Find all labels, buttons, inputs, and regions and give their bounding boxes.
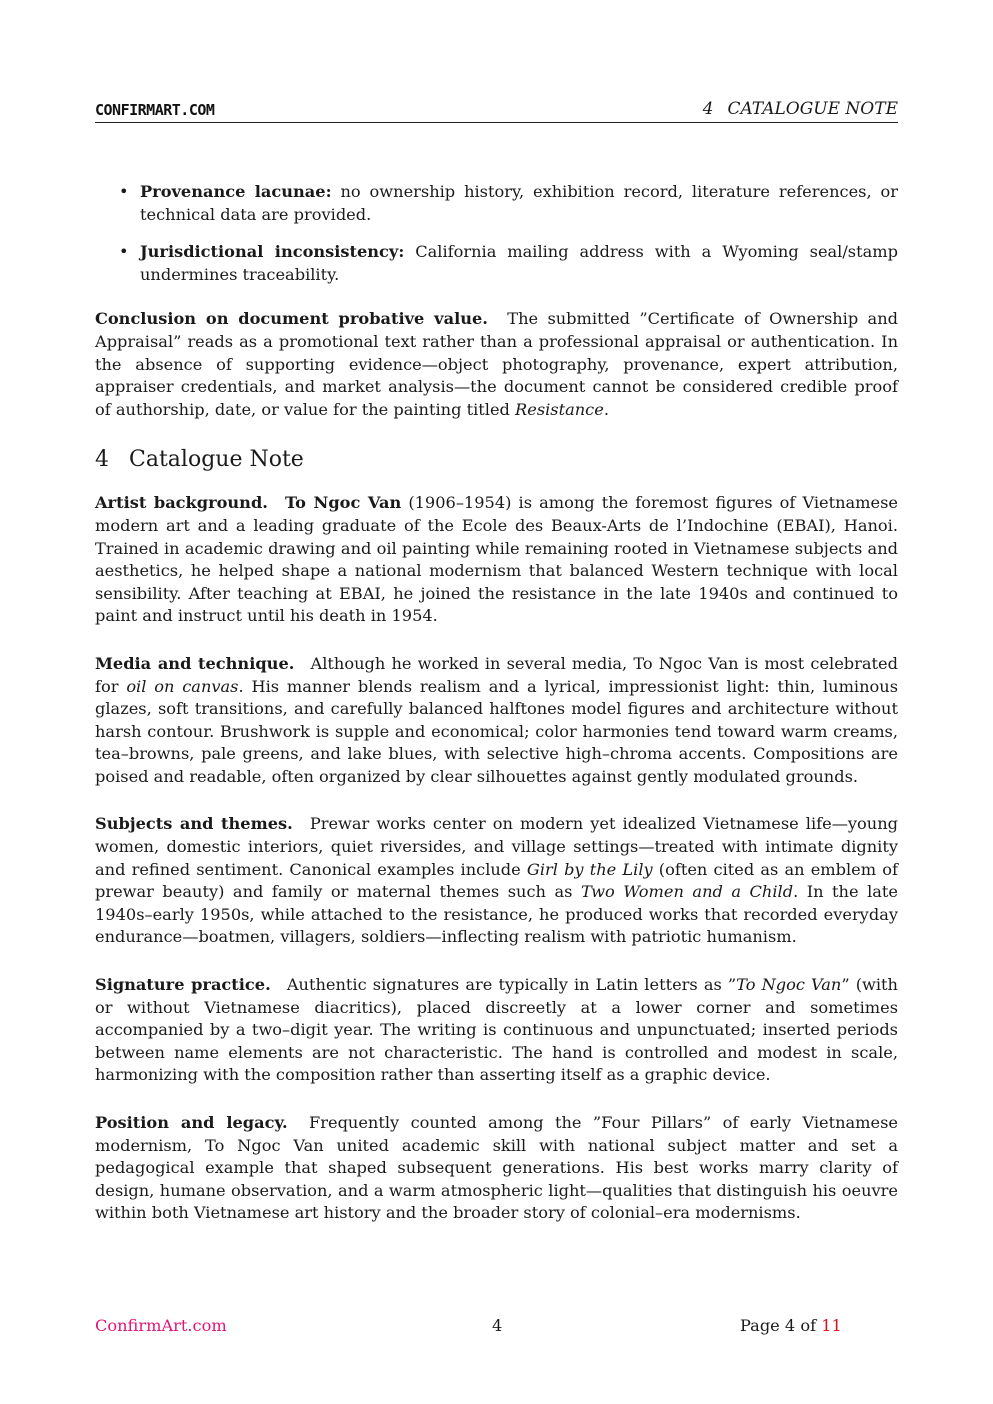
- signature-example: To Ngoc Van: [736, 975, 842, 995]
- list-item: [95, 181, 898, 226]
- paragraph-text: (1906–1954) is among the foremost figures of Vietnamese modern art and a leading graduate of the Ecole des Beaux-Arts de l’Indochine (EBAI), Hanoi. Trained in academic drawing and oil painting while remaining rooted in Vietnamese subjects and aesthetics, he helped shape a national modernism that balanced Western technique with local sensibility. After teaching at EBAI, he joined the resistance in the late 1940s and continued to paint and instruct until his death in 1954.: [95, 493, 899, 626]
- paragraph-heading: Subjects and themes.: [95, 814, 293, 834]
- footer-page-count: [740, 1316, 842, 1335]
- paragraph-text: Authentic signatures are typically in Latin letters as ”: [286, 975, 737, 995]
- bullet-text: California mailing address with a Wyoming seal/stamp undermines traceability.: [140, 242, 898, 284]
- running-head-title: CATALOGUE NOTE: [727, 99, 898, 119]
- running-head-number: 4: [702, 99, 714, 119]
- section-title: Catalogue Note: [129, 447, 304, 473]
- subjects-paragraph: [95, 813, 898, 949]
- body-text: [95, 181, 898, 1250]
- medium-term: oil on canvas: [126, 676, 239, 696]
- paragraph-text: Although he worked in several media, To Ngoc Van is most celebrated for: [95, 653, 898, 696]
- paragraph-text: . His manner blends realism and a lyrical, impressionist light: thin, luminous glazes, soft transitions, and carefully balanced halftones model figures and architecture without harsh contour. Brushwork is supple and economical; color harmonies tend toward warm creams, tea–browns, pale greens, and lake blues, with selective high–chroma accents. Compositions are poised and readable, often organized by clear silhouettes against gently modulated grounds.: [95, 676, 898, 786]
- paragraph-heading: Signature practice.: [95, 975, 271, 995]
- footer-page-number: 4: [492, 1316, 503, 1335]
- paragraph-heading: Position and legacy.: [95, 1113, 288, 1132]
- page-header: [95, 98, 898, 123]
- page-count-prefix: Page 4 of: [740, 1316, 822, 1335]
- paragraph-heading: Artist background.: [95, 493, 268, 513]
- media-paragraph: [95, 653, 898, 789]
- paragraph-text: Prewar works center on modern yet idealized Vietnamese life—young women, domestic interiors, quiet riversides, and village settings—treated with intimate dignity and refined sentiment. Canonical examples include: [95, 814, 898, 879]
- paragraph-text: The submitted ”Certificate of Ownership and Appraisal” reads as a promotional text rather than a professional appraisal or authentication. In the absence of supporting evidence—object photography, provenance, expert attribution, appraiser credentials, and market analysis—the document cannot be considered credible proof of authorship, date, or value for the painting titled: [95, 309, 899, 419]
- section-number: 4: [95, 447, 109, 473]
- artist-background-paragraph: [95, 492, 898, 628]
- paragraph-text: ” (with or without Vietnamese diacritics), placed discreetly at a lower corner and sometimes accompanied by a two–digit year. The writing is continuous and unpunctuated; inserted periods between name elements are not characteristic. The hand is controlled and modest in scale, harmonizing with the composition rather than asserting itself as a graphic device.: [95, 975, 898, 1085]
- artwork-title: Girl by the Lily: [526, 859, 653, 879]
- total-pages-link[interactable]: 11: [821, 1316, 842, 1335]
- footer-site-link[interactable]: ConfirmArt.com: [95, 1316, 227, 1335]
- signature-paragraph: [95, 974, 898, 1087]
- running-head: [703, 99, 898, 122]
- section-heading: [95, 446, 898, 474]
- bullet-label: Jurisdictional inconsistency:: [140, 242, 405, 262]
- paragraph-text: . In the late 1940s–early 1950s, while attached to the resistance, he produced works that recorded everyday endurance—boatmen, villagers, soldiers—inflecting realism with patriotic humanism.: [95, 882, 898, 947]
- legacy-paragraph: [95, 1112, 898, 1225]
- bullet-text: no ownership history, exhibition record, literature references, or technical data are provided.: [140, 182, 898, 224]
- paragraph-text: .: [603, 399, 609, 419]
- conclusion-paragraph: [95, 308, 898, 421]
- paragraph-text: (often cited as an emblem of prewar beauty) and family or maternal themes such as: [95, 859, 898, 902]
- site-logo[interactable]: CONFIRMART.COM: [95, 101, 215, 119]
- paragraph-heading: Conclusion on document probative value.: [95, 309, 488, 329]
- artwork-title: Two Women and a Child: [580, 882, 794, 902]
- paragraph-heading: Media and technique.: [95, 653, 295, 673]
- artwork-title: Resistance: [515, 399, 604, 419]
- list-item: [95, 241, 898, 286]
- artist-name: To Ngoc Van: [285, 493, 402, 513]
- paragraph-text: Frequently counted among the ”Four Pillars” of early Vietnamese modernism, To Ngoc Van united academic skill with national subject matter and set a pedagogical example that shaped subsequent generations. His best works marry clarity of design, humane observation, and a warm atmospheric light—qualities that distinguish his oeuvre within both Vietnamese art history and the broader story of colonial–era modernisms.: [95, 1113, 898, 1223]
- bullet-label: Provenance lacunae:: [140, 182, 332, 201]
- issue-list: [95, 181, 898, 286]
